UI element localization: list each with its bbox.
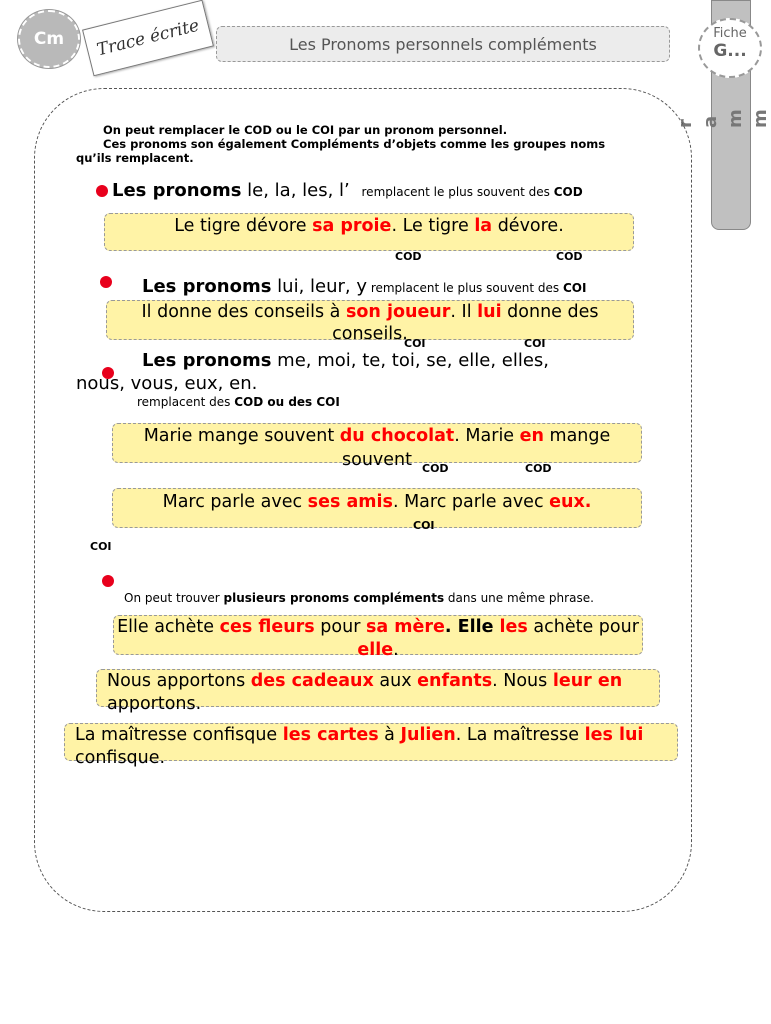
tag-coi-2: COI — [524, 337, 546, 350]
ex2-red-b: son joueur — [345, 302, 451, 322]
trace-ecrite-label — [82, 0, 214, 76]
example-box-5 — [113, 615, 643, 660]
ex6-red-b: des cadeaux — [250, 671, 374, 691]
section4-note-c: dans une même phrase. — [444, 591, 594, 605]
ex4-red-d: eux. — [549, 492, 592, 512]
level-badge — [18, 10, 80, 68]
ex2-text-c: . Il — [450, 302, 478, 322]
ex5-red-d: sa mère — [365, 617, 445, 637]
intro-line-3: qu’ils remplacent. — [76, 151, 194, 165]
ex3-text-c: . Marie — [454, 426, 520, 446]
tag-coi-1: COI — [404, 337, 426, 350]
example-box-6 — [96, 669, 660, 714]
ex5-red-f: les — [499, 617, 528, 637]
page-title-bar — [216, 26, 670, 62]
ex7-text-e: . La maîtresse — [455, 725, 585, 745]
side-letter-3: m — [725, 109, 746, 128]
tag-cod-3: COD — [422, 462, 449, 475]
ex1-red-b: sa proie — [312, 216, 392, 236]
level-badge-label: Cm — [33, 29, 65, 49]
fiche-label: Fiche — [713, 26, 747, 41]
ex7-text-a: La maîtresse confisque — [75, 725, 283, 745]
section1-heading-rest: le, la, les, l’ — [241, 180, 350, 201]
tag-coi-3: COI — [413, 519, 435, 532]
ex1-red-d: la — [474, 216, 493, 236]
section2-heading — [142, 276, 586, 297]
ex2-text-a: Il donne des conseils à — [141, 302, 346, 322]
section3-note-bold: COD ou des COI — [234, 395, 340, 409]
section1-note-bold: COD — [553, 185, 583, 199]
example-box-4 — [112, 488, 642, 528]
ex5-red-h: elle — [357, 640, 394, 660]
ex5-text-g: achète pour — [527, 617, 639, 637]
side-letter-4: m — [750, 109, 771, 128]
ex4-text-c: . Marc parle avec — [392, 492, 550, 512]
tag-cod-4: COD — [525, 462, 552, 475]
ex5-text-c: pour — [314, 617, 366, 637]
section3-heading-rest: me, moi, te, toi, se, elle, elles, — [271, 350, 550, 371]
ex3-red-b: du chocolat — [339, 426, 455, 446]
ex4-red-b: ses amis — [307, 492, 393, 512]
ex2-red-d: lui — [477, 302, 502, 322]
ex7-red-f: les lui — [584, 725, 644, 745]
section4-note-a: On peut trouver — [124, 591, 224, 605]
ex7-text-c: à — [378, 725, 401, 745]
ex3-red-d: en — [519, 426, 544, 446]
section2-heading-rest: lui, leur, y — [271, 276, 367, 297]
page-title: Les Pronoms personnels compléments — [289, 34, 597, 54]
section4-note-b: plusieurs pronoms compléments — [223, 591, 445, 605]
ex3-text-a: Marie mange souvent — [143, 426, 340, 446]
tag-cod-2: COD — [556, 250, 583, 263]
tag-cod-1: COD — [395, 250, 422, 263]
ex6-text-a: Nous apportons — [107, 671, 251, 691]
ex6-red-f: leur en — [552, 671, 623, 691]
section2-note — [367, 281, 586, 295]
bullet-icon — [96, 185, 108, 197]
ex7-red-b: les cartes — [282, 725, 379, 745]
ex3-text-e: mange souvent — [342, 426, 611, 470]
example-box-1 — [104, 213, 634, 251]
ex6-text-e: . Nous — [492, 671, 553, 691]
trace-ecrite-text: Trace écrite — [94, 15, 202, 61]
ex6-text-c: aux — [373, 671, 418, 691]
section2-note-text: remplacent le plus souvent des — [367, 281, 563, 295]
section1-heading — [112, 180, 583, 201]
side-letter-1: r — [675, 119, 696, 128]
ex1-text-c: . Le tigre — [391, 216, 475, 236]
section4-note — [124, 591, 594, 605]
tag-coi-4: COI — [90, 540, 112, 553]
section3-heading — [142, 350, 549, 371]
ex7-red-d: Julien — [400, 725, 456, 745]
fiche-code: G... — [713, 41, 747, 61]
example-box-7 — [64, 723, 678, 768]
bullet-icon — [100, 276, 112, 288]
section3-note-text: remplacent des — [137, 395, 235, 409]
section3-note — [137, 395, 340, 409]
ex5-text-a: Elle achète — [117, 617, 220, 637]
section3-heading-bold: Les pronoms — [142, 350, 272, 371]
section3-heading-line2: nous, vous, eux, en. — [76, 373, 258, 394]
ex2-text-e: donne des conseils. — [332, 302, 599, 344]
section1-heading-bold: Les pronoms — [112, 180, 242, 201]
ex5-red-b: ces fleurs — [219, 617, 315, 637]
section2-heading-bold: Les pronoms — [142, 276, 272, 297]
ex4-text-a: Marc parle avec — [162, 492, 308, 512]
ex5-text-e: . Elle — [444, 617, 500, 637]
ex6-text-g: apportons. — [107, 694, 202, 714]
section1-note — [362, 185, 583, 199]
ex1-text-e: dévore. — [492, 216, 564, 236]
ex7-text-g: confisque. — [75, 748, 166, 768]
ex5-text-i: . — [393, 640, 399, 660]
intro-line-2: Ces pronoms son également Compléments d’objets comme les groupes noms — [103, 137, 606, 151]
section2-note-bold: COI — [563, 281, 587, 295]
fiche-badge — [698, 18, 762, 78]
section1-note-text: remplacent le plus souvent des — [361, 185, 554, 199]
intro-line-1: On peut remplacer le COD ou le COI par un pronom personnel. — [103, 123, 508, 137]
side-letter-2: a — [700, 115, 721, 128]
ex1-text-a: Le tigre dévore — [174, 216, 313, 236]
ex6-red-d: enfants — [417, 671, 493, 691]
bullet-icon — [102, 575, 114, 587]
